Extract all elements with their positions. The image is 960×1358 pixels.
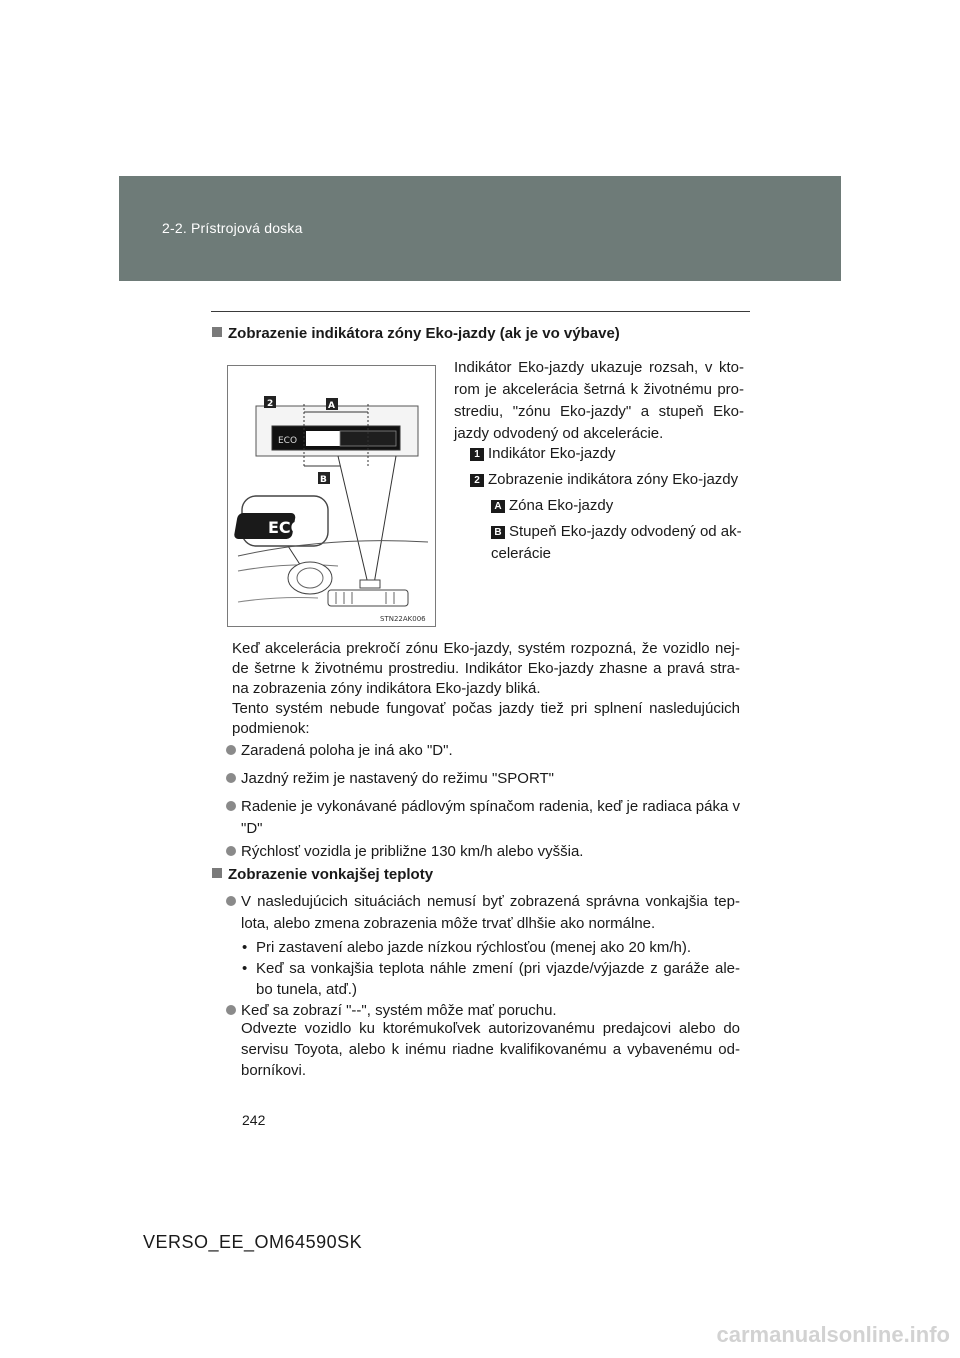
- legend-text: Indikátor Eko-jazdy: [488, 445, 616, 462]
- page-number: 242: [242, 1112, 266, 1128]
- legend-marker: B: [491, 526, 505, 539]
- dashboard-illustration: [228, 366, 435, 626]
- legend-item-1: [470, 443, 616, 465]
- chapter-title: 2-2. Prístrojová doska: [162, 220, 303, 236]
- callout-2-label: 2: [267, 399, 274, 409]
- paragraph-conditions-intro: Tento systém nebude fungovať počas jazdy tiež pri splnení nasledujúcich podmienok:: [232, 700, 740, 737]
- eco-indicator-figure: [227, 365, 436, 627]
- legend-item-B: [491, 521, 745, 565]
- square-bullet-icon: [212, 868, 222, 878]
- condition-text: Jazdný režim je nastavený do režimu "SPORT": [241, 770, 554, 787]
- section-divider: [211, 311, 750, 312]
- round-bullet-icon: [226, 846, 236, 856]
- square-bullet-icon: [212, 327, 222, 337]
- eco-small-label: ECO: [278, 436, 298, 446]
- legend-text: Zobrazenie indikátora zóny Eko-jazdy: [488, 471, 739, 488]
- callout-A-label: A: [328, 401, 335, 411]
- sub-item-text: Pri zastavení alebo jazde nízkou rýchlosťou (menej ako 20 km/h).: [256, 939, 692, 956]
- legend-item-2: [470, 469, 738, 491]
- section-heading-eco-text: Zobrazenie indikátora zóny Eko-jazdy (ak je vo výbave): [228, 325, 620, 342]
- dot-marker: •: [242, 960, 248, 977]
- section-heading-temperature: [212, 866, 433, 883]
- legend-text: Stupeň Eko-jazdy odvodený od ak-celerácie: [491, 523, 742, 562]
- condition-item: [226, 796, 740, 837]
- condition-item: [226, 841, 740, 863]
- round-bullet-icon: [226, 745, 236, 755]
- callout-B-label: B: [320, 475, 327, 485]
- document-code: VERSO_EE_OM64590SK: [143, 1232, 363, 1252]
- legend-text: Zóna Eko-jazdy: [509, 497, 614, 514]
- dot-marker: •: [242, 939, 248, 956]
- watermark: carmanualsonline.info: [716, 1322, 950, 1347]
- legend-marker: 2: [470, 474, 484, 487]
- condition-item: [226, 740, 740, 762]
- round-bullet-icon: [226, 773, 236, 783]
- eco-badge-label: ECO: [268, 518, 305, 537]
- section-heading-temperature-text: Zobrazenie vonkajšej teploty: [228, 866, 434, 883]
- condition-text: Rýchlosť vozidla je približne 130 km/h alebo vyššia.: [241, 843, 584, 860]
- temperature-note: [226, 891, 740, 932]
- sub-item-text: Keď sa vonkajšia teplota náhle zmení (pri vjazde/výjazde z garáže ale-bo tunela, atď.): [256, 960, 740, 998]
- figure-code: STN22AK006: [380, 615, 426, 623]
- fault-note-text: Keď sa zobrazí "--", systém môže mať poruchu.: [241, 1002, 557, 1019]
- legend-marker: 1: [470, 448, 484, 461]
- legend-item-A: [491, 495, 613, 517]
- round-bullet-icon: [226, 1005, 236, 1015]
- condition-text: Radenie je vykonávané pádlovým spínačom radenia, keď je radiaca páka v "D": [241, 798, 740, 837]
- chapter-header-band: [119, 176, 841, 281]
- legend-marker: A: [491, 500, 505, 513]
- paragraph-exceed-zone: Keď akcelerácia prekročí zónu Eko-jazdy, systém rozpozná, že vozidlo nej-de šetrne k životnému prostrediu. Indikátor Eko-jazdy zhasne a pravá stra-na zobrazenia zóny indikátora Eko-jazdy bliká.: [232, 640, 740, 697]
- condition-item: [226, 768, 740, 790]
- section-heading-eco: [212, 325, 620, 342]
- round-bullet-icon: [226, 801, 236, 811]
- fault-note-instruction: Odvezte vozidlo ku ktorémukoľvek autorizovanému predajcovi alebo do servisu Toyota, alebo k inému riadne kvalifikovanému a vybavenému od-borníkovi.: [241, 1020, 740, 1079]
- temperature-note-text: V nasledujúcich situáciách nemusí byť zobrazená správna vonkajšia tep-lota, alebo zmena zobrazenia môže trvať dlhšie ako normálne.: [241, 893, 740, 932]
- condition-text: Zaradená poloha je iná ako "D".: [241, 742, 453, 759]
- intro-paragraph: Indikátor Eko-jazdy ukazuje rozsah, v kto-rom je akcelerácia šetrná k životnému pro-strediu, "zónu Eko-jazdy" a stupeň Eko-jazdy odvodený od akcelerácie.: [454, 359, 744, 442]
- round-bullet-icon: [226, 896, 236, 906]
